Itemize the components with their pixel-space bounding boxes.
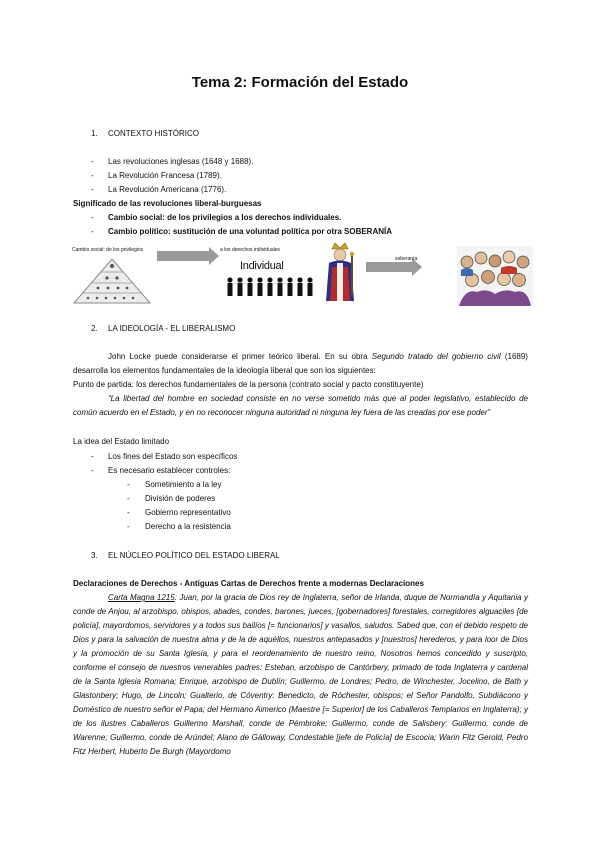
sub-list-item: División de poderes — [145, 494, 216, 503]
section-3-number: 3. — [91, 551, 98, 560]
section-1-heading: CONTEXTO HISTÓRICO — [108, 129, 199, 138]
section-3-heading: EL NÚCLEO POLÍTICO DEL ESTADO LIBERAL — [108, 551, 280, 560]
bullet-dash: - — [127, 508, 130, 517]
significado-heading: Significado de las revoluciones liberal-burguesas — [73, 199, 262, 208]
bullet-dash: - — [91, 213, 94, 222]
bullet-dash: - — [91, 157, 94, 166]
king-image — [320, 241, 360, 305]
idea-estado-limitado: La idea del Estado limitado — [73, 437, 170, 446]
list-item: La Revolución Americana (1776). — [108, 185, 227, 194]
carta-magna-title: Carta Magna 1215 — [108, 593, 175, 602]
bullet-dash: - — [127, 480, 130, 489]
bullet-dash: - — [91, 227, 94, 236]
bullet-dash: - — [91, 466, 94, 475]
locke-paragraph: John Locke puede considerarse el primer teórico liberal. En su obra Segundo tratado del gobierno civil (1689) desarrolla los elementos fundamentales de la ideología liberal que son los siguientes: — [73, 352, 528, 375]
diagram-label-rights: a los derechos individuales — [220, 247, 281, 253]
locke-book-title: Segundo tratado del gobierno civil — [371, 352, 501, 361]
sovereignty-label: soberanía — [395, 256, 418, 262]
diagram-label-privileges: Cambio social: de los privilegios — [72, 247, 144, 253]
section-2-heading: LA IDEOLOGÍA - EL LIBERALISMO — [108, 324, 236, 333]
bullet-dash: - — [91, 452, 94, 461]
locke-quote: “La libertad del hombre en sociedad consiste en no verse sometido más que al poder legislativo, establecido de común acuerdo en el Estado, y en no reconocer ninguna autoridad ni ninguna ley fuera de las creadas por ese poder” — [73, 394, 528, 417]
bullet-dash: - — [91, 171, 94, 180]
sub-list-item: Gobierno representativo — [145, 508, 231, 517]
bullet-dash: - — [91, 185, 94, 194]
sub-list-item: Sometimiento a la ley — [145, 480, 222, 489]
declaraciones-heading: Declaraciones de Derechos - Antiguas Cartas de Derechos frente a modernas Declaraciones — [73, 579, 424, 588]
social-pyramid-image — [70, 255, 154, 305]
list-item: Es necesario establecer controles: — [108, 466, 231, 475]
carta-magna-paragraph: Carta Magna 1215: Juan, por la gracia de Dios rey de Inglaterra, señor de Irlanda, duque de Normandía y Aquitania y conde de Anjou, al arzobispo, obispos, abades, condes, barones, jueces, [gobernadores] forestales, corregidores alguaciles [de policía], mayordomos, servidores y a todos sus bailíos [= funcionarios] y vasallos, saludos. Sabed que, con el debido respeto de Dios y para la salvación de nuestra alma y de la de aquéllos, nuestros antepasados y [nuestros] herederos, y para loor de Dios y la promoción de su Santa Iglesia, y para el reordenamiento de nuestro reino, Nosotros hemos concedido y suscripto, conforme el consejo de nuestros venerables padres: Esteban, arzobispo de Cantórbery, primado de toda Inglaterra y cardenal de la Santa Iglesia Romana; Enrique, arzobispo de Dublín; Guillermo, de Londres; Pedro, de Winchester, Jocelino, de Bath y Glastonbery; Hugo, de Lincoln; Gualterio, de Cóventry: Benedicto, de Róchester, obispos; el Señor Pandolfo, Subdiácono y Doméstico de nuestro señor el Papa; del Hermano Aimerico (Maestre [= Superior] de los Caballeros Templarios en Inglaterra); y de los ilustres Caballeros Guillermo Marshall, conde de Pémbroke; Guillermo, conde de Salisbery: Guillermo, conde de Warenne; Guillermo, conde de Arúndel; Alano de Gálloway, Condestable [jefe de Policía] de Escocia; Warin Fitz Gerold, Pedro Fitz Herbert, Huberto De Burgh (Mayordomo — [73, 593, 529, 756]
section-1-number: 1. — [91, 129, 98, 138]
crowd-image — [457, 246, 533, 306]
bullet-dash: - — [127, 522, 130, 531]
bullet-dash: - — [127, 494, 130, 503]
individuals-row-image — [224, 276, 316, 300]
list-item: Cambio social: de los privilegios a los derechos individuales. — [108, 213, 342, 222]
punto-de-partida: Punto de partida: los derechos fundamentales de la persona (contrato social y pacto constituyente) — [73, 380, 424, 389]
list-item: La Revolución Francesa (1789). — [108, 171, 222, 180]
individual-label: Individual — [240, 260, 284, 272]
arrow-right-icon — [157, 251, 209, 261]
list-item: Los fines del Estado son específicos — [108, 452, 238, 461]
arrow-right-icon — [366, 262, 412, 272]
section-2-number: 2. — [91, 324, 98, 333]
list-item: Las revoluciones inglesas (1648 y 1688). — [108, 157, 254, 166]
page-title: Tema 2: Formación del Estado — [191, 74, 409, 91]
list-item: Cambio político: sustitución de una voluntad política por otra SOBERANÍA — [108, 227, 393, 236]
sub-list-item: Derecho a la resistencia — [145, 522, 231, 531]
